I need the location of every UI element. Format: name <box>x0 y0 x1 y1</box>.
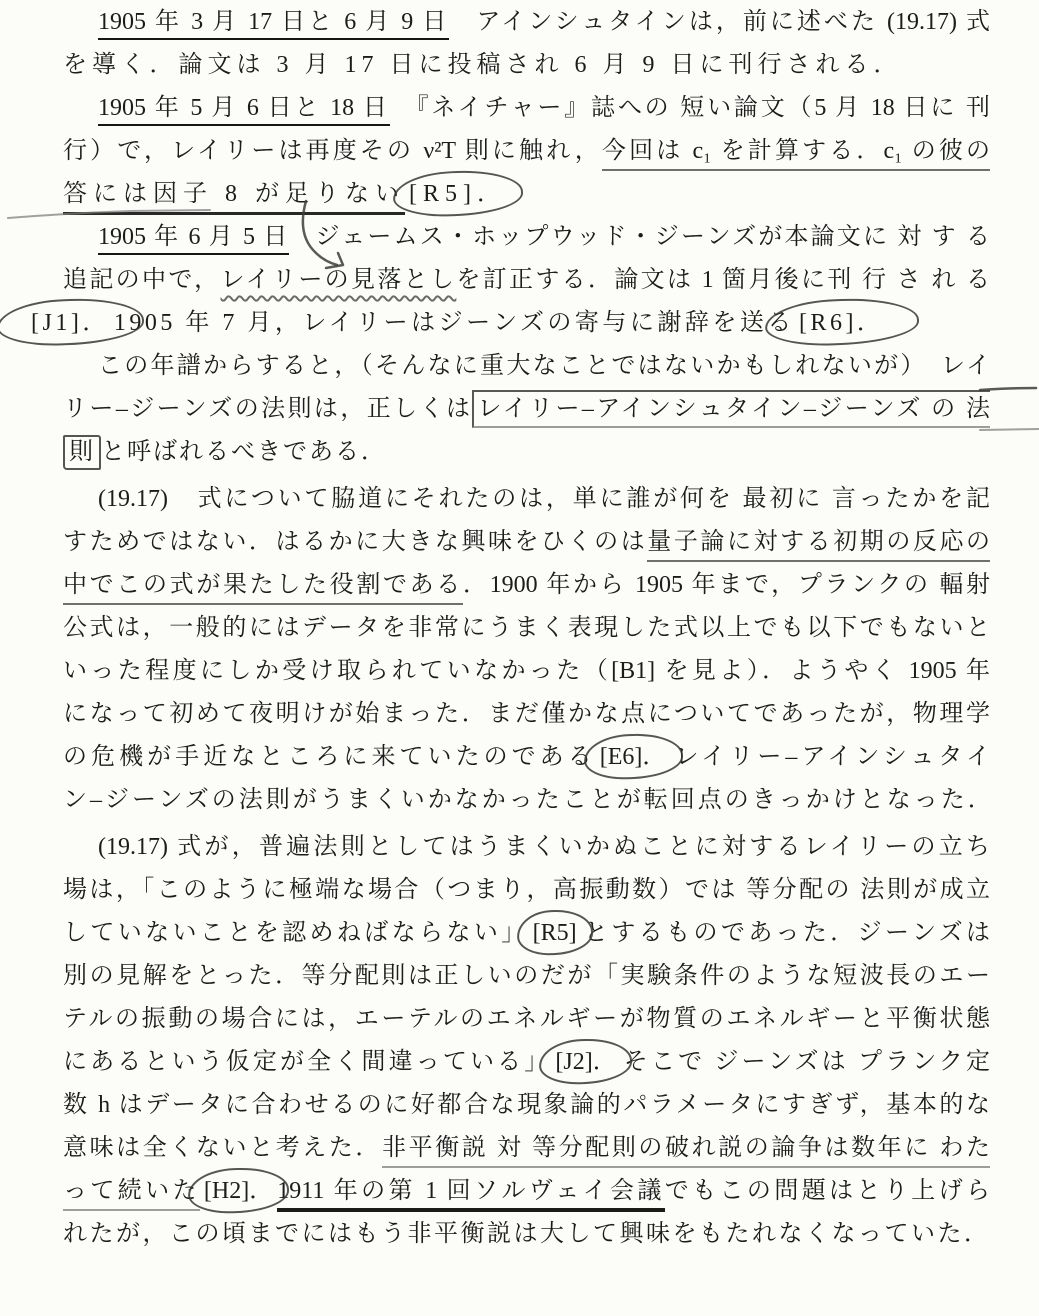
line-text: リー–ジーンズの法則は，正しくは <box>63 396 473 422</box>
text-line-24 <box>63 998 990 1041</box>
text-line-8 <box>27 302 990 345</box>
text-line-15 <box>63 607 990 650</box>
line-text: 公式は，一般的にはデータを非常にうまく表現した式以上でも以下でもないと <box>63 615 990 641</box>
date-heading: 1905 年 3 月 17 日と 6 月 9 日 <box>98 9 449 40</box>
wavy-underlined-phrase: レイリーの見落とし <box>220 267 457 293</box>
text-line-27 <box>63 1127 990 1170</box>
reference-H2-circled: [H2]． <box>200 1170 277 1213</box>
underlined-phrase: 量子論に対する初期の反応の <box>647 529 990 562</box>
text-line-3 <box>63 87 990 130</box>
text-line-4 <box>63 130 990 173</box>
boxed-phrase: レイリー–アインシュタイン–ジーンズ の 法 <box>472 390 990 428</box>
reference-R6-circled: [R6]． <box>795 302 889 345</box>
underlined-phrase: 非平衡説 対 等分配則の破れ説の論争は数年に わた <box>382 1135 990 1168</box>
text-line-25 <box>63 1041 990 1084</box>
underlined-phrase: って続いた <box>63 1178 200 1211</box>
line-text: テルの振動の場合には，エーテルのエネルギーが物質のエネルギーと平衡状態 <box>63 1006 990 1032</box>
text-line-28 <box>63 1170 990 1213</box>
line-text: でもこの問題はとり上げら <box>664 1178 991 1204</box>
underlined-phrase: 中でこの式が果たした役割である <box>63 572 463 605</box>
line-text: アインシュタインは，前に述べた (19.17) 式 <box>449 9 991 35</box>
text-line-29 <box>63 1213 990 1256</box>
text-line-5 <box>63 173 990 216</box>
text-line-13 <box>63 521 990 564</box>
underlined-phrase-dark: 1911 年の第 1 回ソルヴェイ会議 <box>277 1178 665 1212</box>
line-text: いった程度にしか受け取られていなかった（[B1] を見よ）．ようやく 1905 年 <box>63 658 990 684</box>
text-line-6 <box>63 216 990 259</box>
reference-R5-circled: [R5]． <box>405 173 511 216</box>
boxed-character: 則 <box>63 435 101 470</box>
text-line-7 <box>63 259 990 302</box>
text-line-22 <box>63 912 990 955</box>
reference-E6-circled: [E6]． <box>596 736 671 779</box>
line-text: にあるという仮定が全く間違っている」 <box>63 1049 552 1075</box>
text-line-11 <box>63 431 990 474</box>
date-heading: 1905 年 6 月 5 日 <box>98 224 289 255</box>
line-text: 『ネイチャー』誌への 短い論文（5 月 18 日に 刊 <box>389 95 990 121</box>
underlined-phrase: 今回は c₁ を計算する．c₁ の彼の <box>602 138 990 171</box>
text-line-12 <box>63 478 990 521</box>
text-line-18 <box>63 736 990 779</box>
reference-J2-circled: [J2]． <box>551 1041 620 1084</box>
line-text: この年譜からすると，（そんなに重大なことではないかもしれないが） レイ <box>98 353 990 379</box>
date-heading: 1905 年 5 月 6 日と 18 日 <box>98 95 390 126</box>
text-line-23 <box>63 955 990 998</box>
text-line-16 <box>63 650 990 693</box>
underlined-phrase: 答には因子 8 が足りない <box>63 181 405 215</box>
text-line-21 <box>63 869 990 912</box>
line-text: 1905 年 7 月，レイリーはジーンズの寄与に謝辞を送る <box>113 310 795 336</box>
text-line-14 <box>63 564 990 607</box>
line-text: を訂正する．論文は 1 箇月後に刊 行 さ れ る <box>456 267 990 293</box>
line-text: と呼ばれるべきである． <box>101 439 387 465</box>
line-text: 別の見解をとった．等分配則は正しいのだが「実験条件のような短波長のエー <box>63 963 990 989</box>
line-text: になって初めて夜明けが始まった．まだ僅かな点についてであったが，物理学 <box>63 701 990 727</box>
line-text: ジェームス・ホップウッド・ジーンズが本論文に 対 す る <box>289 224 991 250</box>
line-text: そこで ジーンズは プランク定 <box>620 1049 990 1075</box>
text-line-17 <box>63 693 990 736</box>
line-text: ．1900 年から 1905 年まで，プランクの 輻射 <box>462 572 990 598</box>
text-line-1 <box>63 1 990 44</box>
line-text: れたが，この頃までにはもう非平衡説は大して興味をもたれなくなっていた． <box>63 1221 991 1247</box>
text-line-10 <box>63 388 990 431</box>
text-line-20 <box>63 826 990 869</box>
text-line-2 <box>63 44 990 87</box>
text-line-26 <box>63 1084 990 1127</box>
line-text: (19.17) 式について脇道にそれたのは，単に誰が何を 最初に 言ったかを記 <box>98 486 990 512</box>
line-text: の危機が手近なところに来ていたのである <box>63 744 596 770</box>
line-text: 数 h はデータに合わせるのに好都合な現象論的パラメータにすぎず，基本的な <box>63 1092 990 1118</box>
line-text: (19.17) 式が，普遍法則としてはうまくいかぬことに対するレイリーの立ち <box>98 834 990 860</box>
line-text: レイリー–アインシュタイ <box>670 744 990 770</box>
line-text: 追記の中で， <box>63 267 221 293</box>
line-text: ン–ジーンズの法則がうまくいかなかったことが転回点のきっかけとなった． <box>63 787 995 813</box>
text-line-9 <box>63 345 990 388</box>
reference-J1-circled: [J1]． <box>27 302 114 345</box>
line-text: とするものであった．ジーンズは <box>580 920 990 946</box>
line-text: すためではない．はるかに大きな興味をひくのは <box>63 529 648 555</box>
reference-R5b-circled: [R5] <box>529 912 581 955</box>
line-text: 行）で，レイリーは再度その ν²T 則に触れ， <box>63 138 602 164</box>
text-line-19 <box>63 779 995 822</box>
line-text: を導く．論文は 3 月 17 日に投稿され 6 月 9 日に刊行される． <box>63 52 903 78</box>
line-text: していないことを認めねばならない」 <box>63 920 529 946</box>
line-text: 意味は全くないと考えた． <box>63 1135 382 1161</box>
line-text: 場は，「このように極端な場合（つまり，高振動数）では 等分配の 法則が成立 <box>63 877 990 903</box>
